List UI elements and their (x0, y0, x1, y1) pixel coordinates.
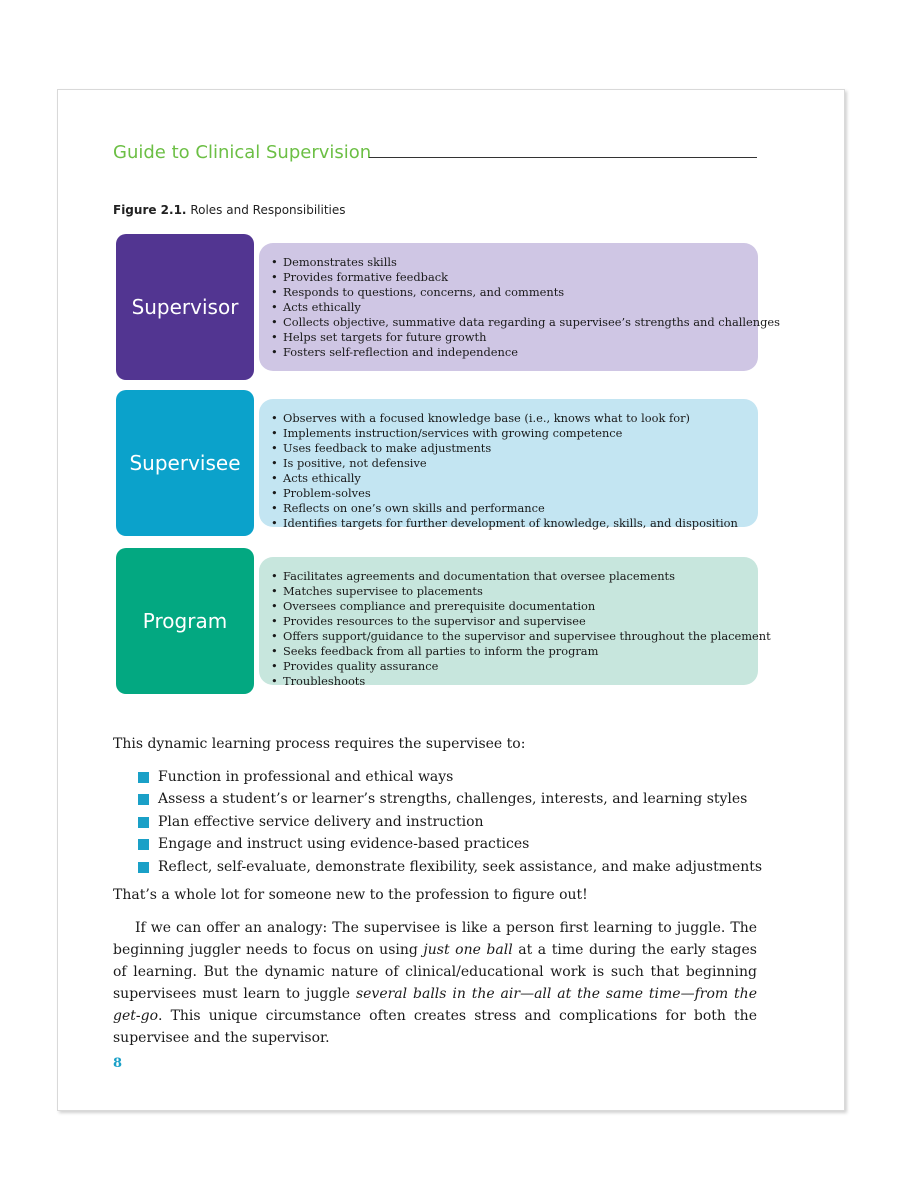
list-item: • Collects objective, summative data regarding a supervisee’s strengths and challenges (271, 315, 748, 330)
list-item: • Helps set targets for future growth (271, 330, 748, 345)
list-item: • Seeks feedback from all parties to inform the program (271, 644, 748, 659)
header-rule (369, 157, 757, 158)
analogy-paragraph: If we can offer an analogy: The supervisee is like a person first learning to juggle. The beginning juggler needs to focus on using just one ball at a time during the early stages of learning. But the dynamic nature of clinical/educational work is such that beginning supervisees must learn to juggle several balls in the air—all at the same time—from the get-go. This unique circumstance often creates stress and complications for both the supervisee and the supervisor. (113, 920, 757, 1046)
book-page (57, 89, 845, 1111)
list-item: Plan effective service delivery and instruction (138, 811, 758, 833)
square-bullet-icon (138, 862, 149, 873)
list-item: • Facilitates agreements and documentation that oversee placements (271, 569, 748, 584)
square-bullet-icon (138, 839, 149, 850)
role-row-supervisee (116, 390, 758, 536)
list-item: • Demonstrates skills (271, 255, 748, 270)
list-item: • Troubleshoots (271, 674, 748, 689)
page-number: 8 (113, 1056, 123, 1071)
figure-label: Figure 2.1. (113, 203, 187, 217)
list-item: • Oversees compliance and prerequisite documentation (271, 599, 748, 614)
figure-title: Roles and Responsibilities (190, 203, 346, 217)
list-item: • Acts ethically (271, 471, 748, 486)
list-item: • Provides resources to the supervisor and supervisee (271, 614, 748, 629)
list-item: • Matches supervisee to placements (271, 584, 748, 599)
role-panel-supervisee (259, 399, 758, 530)
square-bullet-icon (138, 794, 149, 805)
role-panel-supervisor (259, 243, 780, 371)
list-item: • Implements instruction/services with growing competence (271, 426, 748, 441)
role-panel-program (259, 557, 771, 688)
list-item: • Reflects on one’s own skills and performance (271, 501, 748, 516)
requirements-list (138, 766, 763, 878)
list-item: • Observes with a focused knowledge base (i.e., knows what to look for) (271, 411, 748, 426)
responsibility-list-supervisor (271, 255, 780, 360)
list-item: Function in professional and ethical ways (138, 766, 758, 788)
list-item: • Identifies targets for further development of knowledge, skills, and disposition (271, 516, 748, 531)
figure-caption (113, 203, 346, 217)
intro-paragraph: This dynamic learning process requires the supervisee to: (113, 736, 526, 752)
list-item: • Is positive, not defensive (271, 456, 748, 471)
list-item: • Uses feedback to make adjustments (271, 441, 748, 456)
emphasis-text: just one ball (423, 942, 513, 958)
responsibility-list-program (271, 569, 771, 689)
list-item: Reflect, self-evaluate, demonstrate flexibility, seek assistance, and make adjustments (138, 856, 758, 878)
list-item: • Offers support/guidance to the supervisor and supervisee throughout the placement (271, 629, 748, 644)
role-tab-supervisor: Supervisor (116, 234, 254, 380)
summary-paragraph: That’s a whole lot for someone new to the profession to figure out! (113, 887, 588, 903)
role-tab-program: Program (116, 548, 254, 694)
list-item: • Acts ethically (271, 300, 748, 315)
header-title: Guide to Clinical Supervision (113, 142, 372, 163)
emphasis-text: several balls in the air—all at the same time—from the get-go (113, 986, 757, 1024)
list-item: • Problem-solves (271, 486, 748, 501)
role-row-supervisor (116, 234, 780, 380)
responsibility-list-supervisee (271, 411, 748, 531)
square-bullet-icon (138, 772, 149, 783)
running-header (113, 142, 757, 168)
list-item: • Provides quality assurance (271, 659, 748, 674)
list-item: Assess a student’s or learner’s strengths, challenges, interests, and learning styles (138, 788, 758, 810)
list-item: • Fosters self-reflection and independence (271, 345, 748, 360)
list-item: Engage and instruct using evidence-based practices (138, 833, 758, 855)
list-item: • Provides formative feedback (271, 270, 748, 285)
square-bullet-icon (138, 817, 149, 828)
role-row-program (116, 548, 771, 694)
role-tab-supervisee: Supervisee (116, 390, 254, 536)
list-item: • Responds to questions, concerns, and comments (271, 285, 748, 300)
